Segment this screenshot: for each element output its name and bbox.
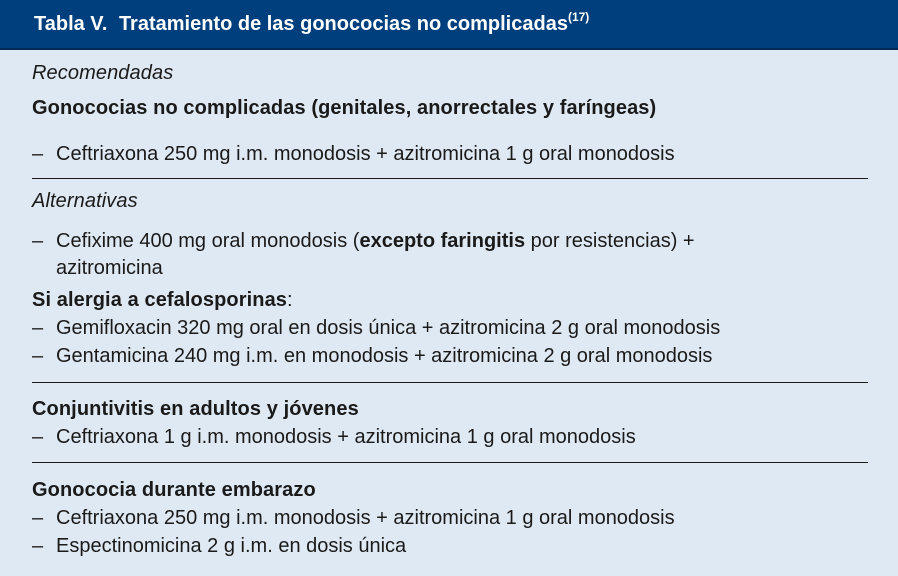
section-divider xyxy=(32,462,868,463)
conjunctivitis-heading: Conjuntivitis en adultos y jóvenes xyxy=(32,398,359,420)
pregnancy-heading: Gonococia durante embarazo xyxy=(32,479,316,501)
list-dash: – xyxy=(32,345,44,367)
recommended-heading: Recomendadas xyxy=(32,62,174,84)
alternatives-heading: Alternativas xyxy=(32,190,138,212)
section-divider xyxy=(32,178,868,179)
list-item-text: Espectinomicina 2 g i.m. en dosis única xyxy=(56,535,407,557)
list-dash: – xyxy=(32,143,44,165)
list-item-text: Ceftriaxona 250 mg i.m. monodosis + azitromicina 1 g oral monodosis xyxy=(56,507,675,529)
list-dash: – xyxy=(32,230,44,252)
recommended-item xyxy=(32,143,675,166)
alternatives-item-continuation: azitromicina xyxy=(56,257,163,279)
table-title: Tratamiento de las gonococias no complicadas xyxy=(118,13,568,35)
allergy-heading-text: Si alergia a cefalosporinas xyxy=(32,289,288,311)
allergy-heading xyxy=(32,289,293,312)
list-dash: – xyxy=(32,317,44,339)
pregnancy-item xyxy=(32,507,675,530)
list-item-text: Gemifloxacin 320 mg oral en dosis única + azitromicina 2 g oral monodosis xyxy=(56,317,721,339)
list-dash: – xyxy=(32,535,44,557)
alternatives-item-emphasis: excepto faringitis xyxy=(359,230,526,252)
list-item-text: Ceftriaxona 250 mg i.m. monodosis + azitromicina 1 g oral monodosis xyxy=(56,143,675,165)
alternatives-item xyxy=(32,230,695,253)
pregnancy-item xyxy=(32,535,406,558)
allergy-heading-colon: : xyxy=(287,289,293,311)
alternatives-item-text-start: Cefixime 400 mg oral monodosis ( xyxy=(56,230,360,252)
list-item-text: Ceftriaxona 1 g i.m. monodosis + azitromicina 1 g oral monodosis xyxy=(56,426,636,448)
allergy-item xyxy=(32,345,712,368)
alternatives-item-text-end: por resistencias) + xyxy=(525,230,695,252)
list-dash: – xyxy=(32,507,44,529)
conjunctivitis-item xyxy=(32,426,636,449)
list-item-text: Gentamicina 240 mg i.m. en monodosis + azitromicina 2 g oral monodosis xyxy=(56,345,713,367)
recommended-subheading: Gonococias no complicadas (genitales, anorrectales y faríngeas) xyxy=(32,97,657,119)
table-header xyxy=(0,0,898,50)
allergy-item xyxy=(32,317,720,340)
list-dash: – xyxy=(32,426,44,448)
table-label: Tabla V. xyxy=(34,13,108,35)
section-divider xyxy=(32,382,868,383)
table-reference: (17) xyxy=(567,10,590,24)
